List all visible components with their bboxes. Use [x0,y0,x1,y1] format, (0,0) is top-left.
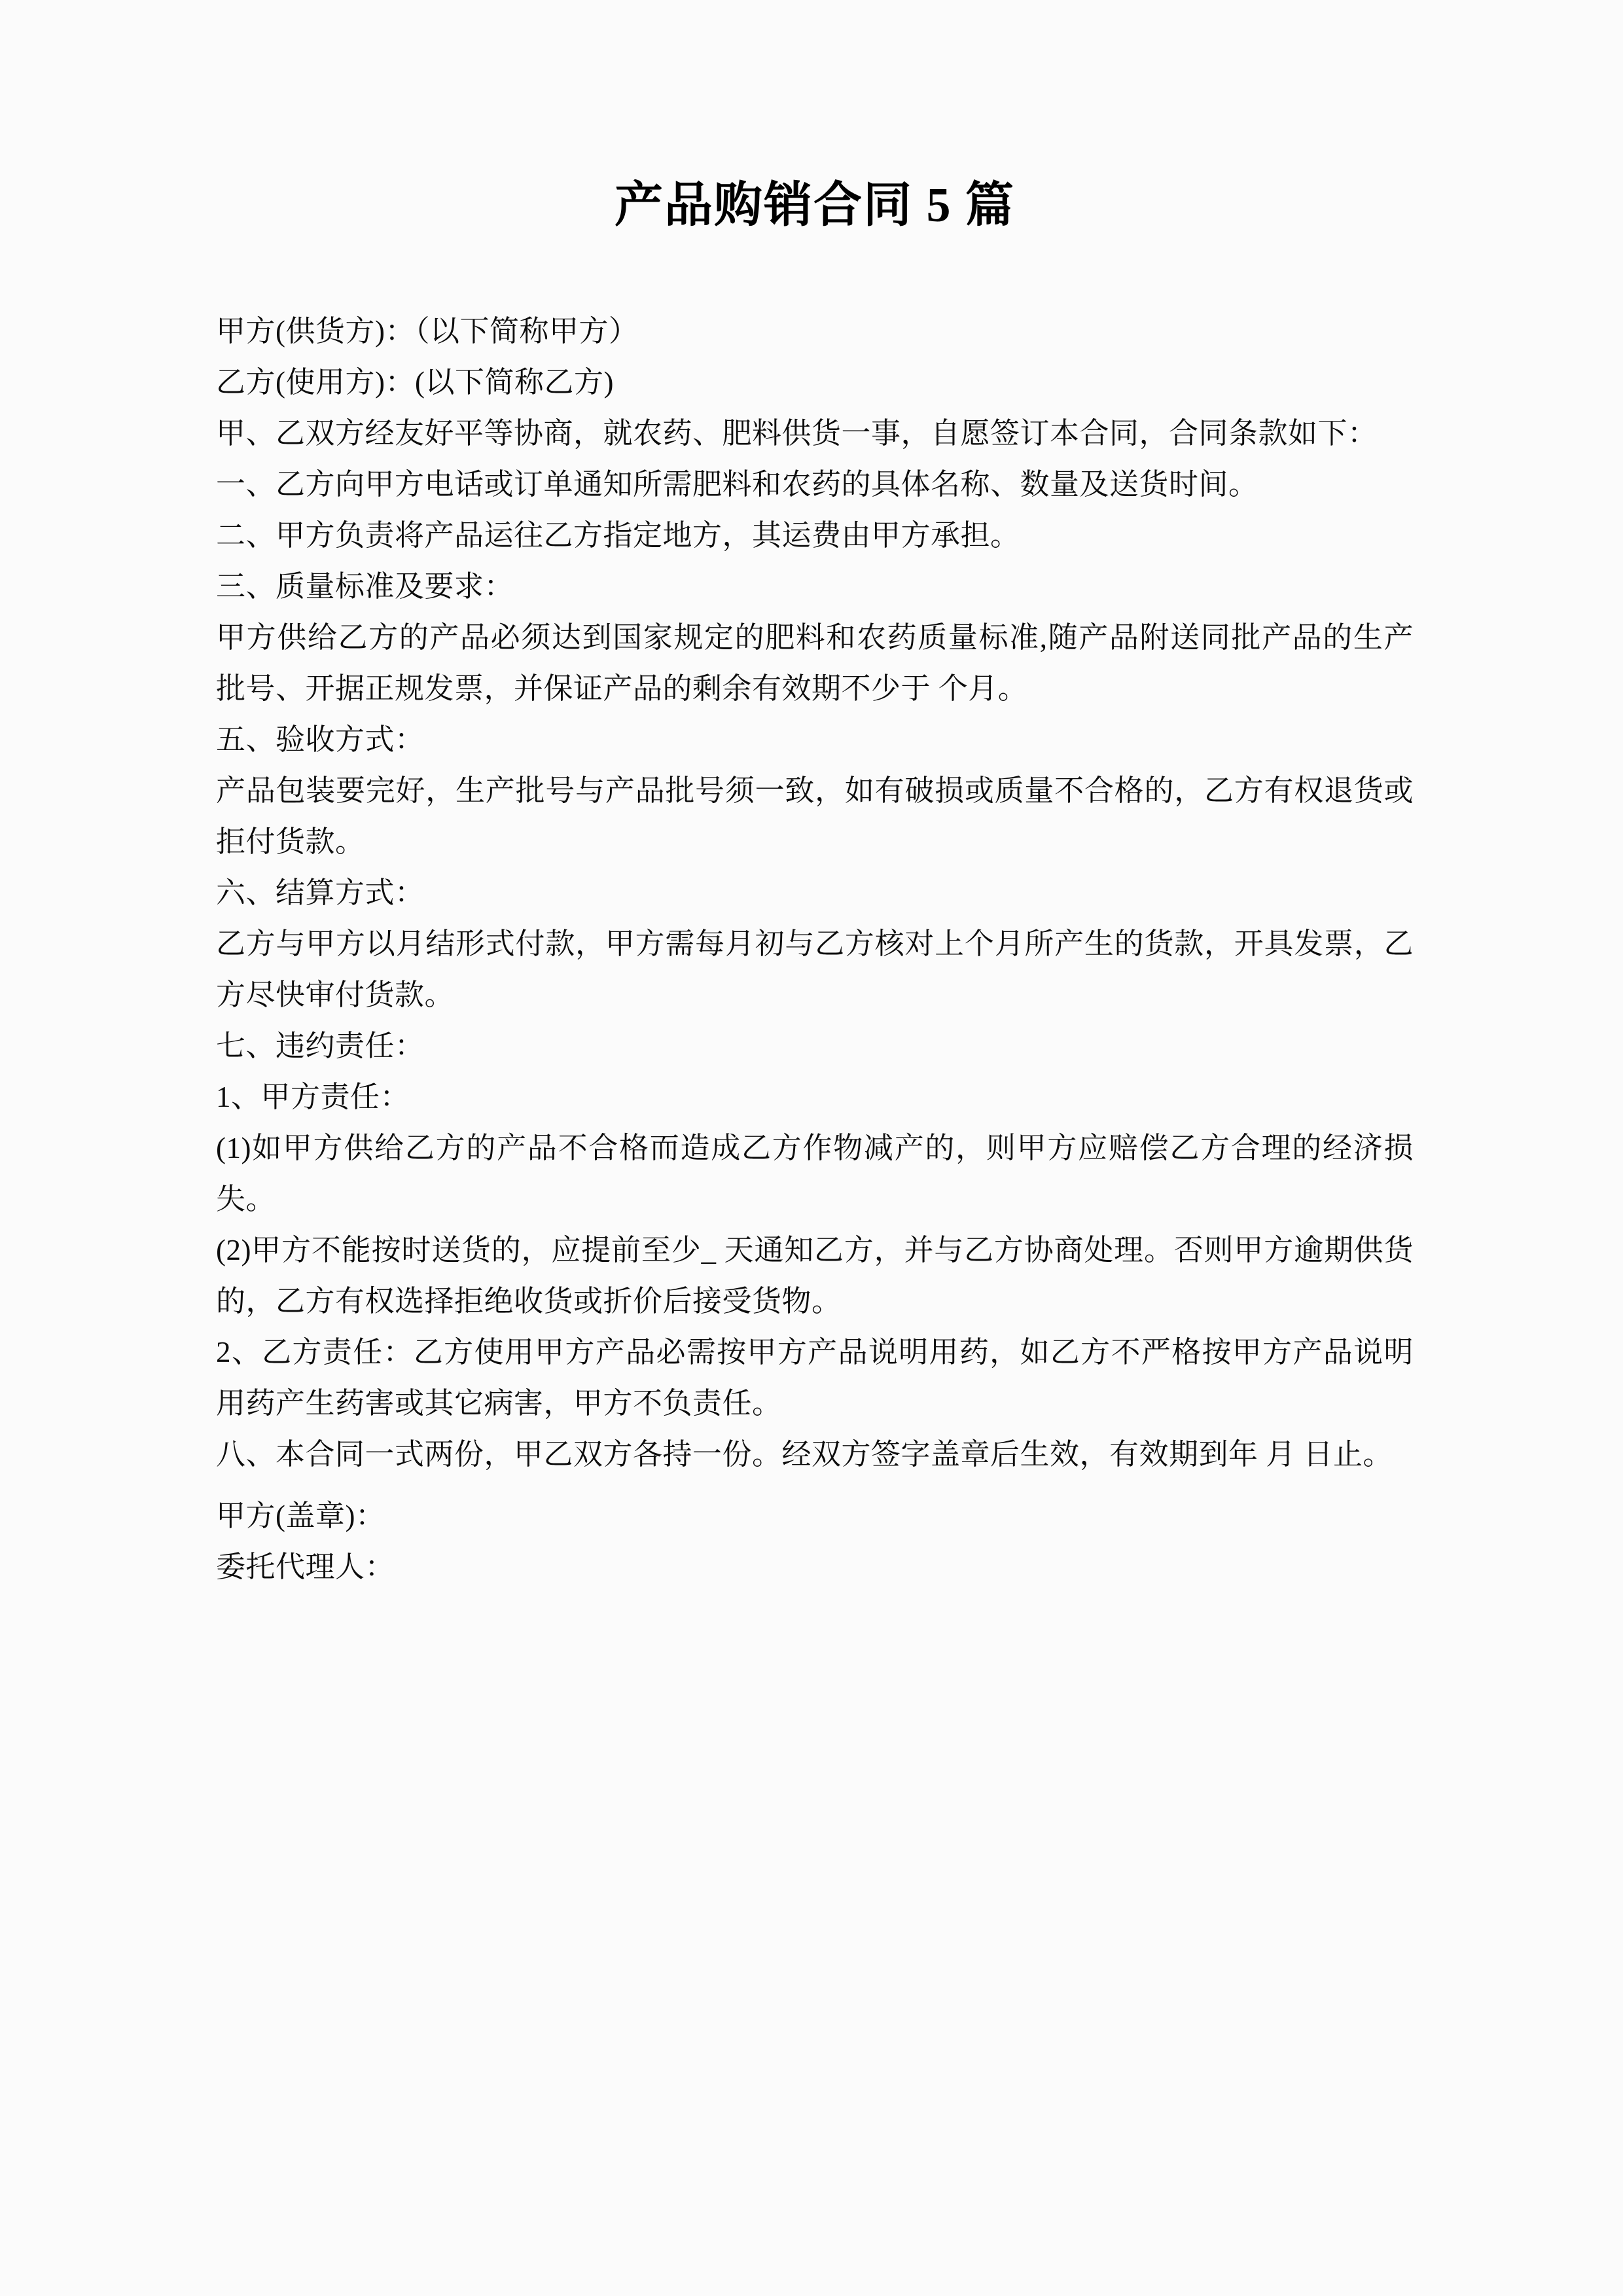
heading-clause-7: 七、违约责任： [216,1029,425,1062]
paragraph-party-b-line: 乙方(使用方)：(以下简称乙方) [216,365,614,399]
heading-clause-5: 五、验收方式： [216,723,425,756]
paragraph-party-a-line: 甲方(供货方)：（以下简称甲方） [216,314,639,348]
paragraph-clause-6-body: 乙方与甲方以月结形式付款，甲方需每月初与乙方核对上个月所产生的货款，开具发票，乙方尽快审付货款。 [216,927,1414,1011]
heading-clause-7-1: 1、甲方责任： [216,1080,410,1113]
page-content-area [216,0,1414,2296]
signature-spacer [216,1480,1414,1490]
heading-clause-3: 三、质量标准及要求： [216,569,514,603]
signature-authorized-agent: 委托代理人： [216,1550,395,1583]
paragraph-preamble: 甲、乙双方经友好平等协商，就农药、肥料供货一事，自愿签订本合同，合同条款如下： [216,416,1378,450]
page-title: 产品购销合同 5 篇 [615,179,1015,232]
signature-seal-party-a: 甲方(盖章)： [216,1499,385,1532]
contract-body [216,306,1414,1592]
paragraph-clause-5-body: 产品包装要完好，生产批号与产品批号须一致，如有破损或质量不合格的，乙方有权退货或拒付货款。 [216,774,1414,858]
paragraph-clause-8: 八、本合同一式两份，甲乙双方各持一份。经双方签字盖章后生效，有效期到年 月 日止。 [216,1437,1393,1471]
paragraph-clause-1: 一、乙方向甲方电话或订单通知所需肥料和农药的具体名称、数量及送货时间。 [216,467,1258,501]
paragraph-clause-7-1-a: (1)如甲方供给乙方的产品不合格而造成乙方作物减产的，则甲方应赔偿乙方合理的经济损失。 [216,1131,1414,1215]
paragraph-clause-7-1-b: (2)甲方不能按时送货的，应提前至少_ 天通知乙方，并与乙方协商处理。否则甲方逾期供货的，乙方有权选择拒绝收货或折价后接受货物。 [216,1233,1414,1318]
paragraph-clause-2: 二、甲方负责将产品运往乙方指定地方，其运费由甲方承担。 [216,518,1020,552]
paragraph-clause-7-2: 2、乙方责任：乙方使用甲方产品必需按甲方产品说明用药，如乙方不严格按甲方产品说明用药产生药害或其它病害，甲方不负责任。 [216,1335,1414,1420]
heading-clause-6: 六、结算方式： [216,876,425,909]
paragraph-clause-3-body: 甲方供给乙方的产品必须达到国家规定的肥料和农药质量标准,随产品附送同批产品的生产批号、开据正规发票，并保证产品的剩余有效期不少于 个月。 [216,620,1414,705]
